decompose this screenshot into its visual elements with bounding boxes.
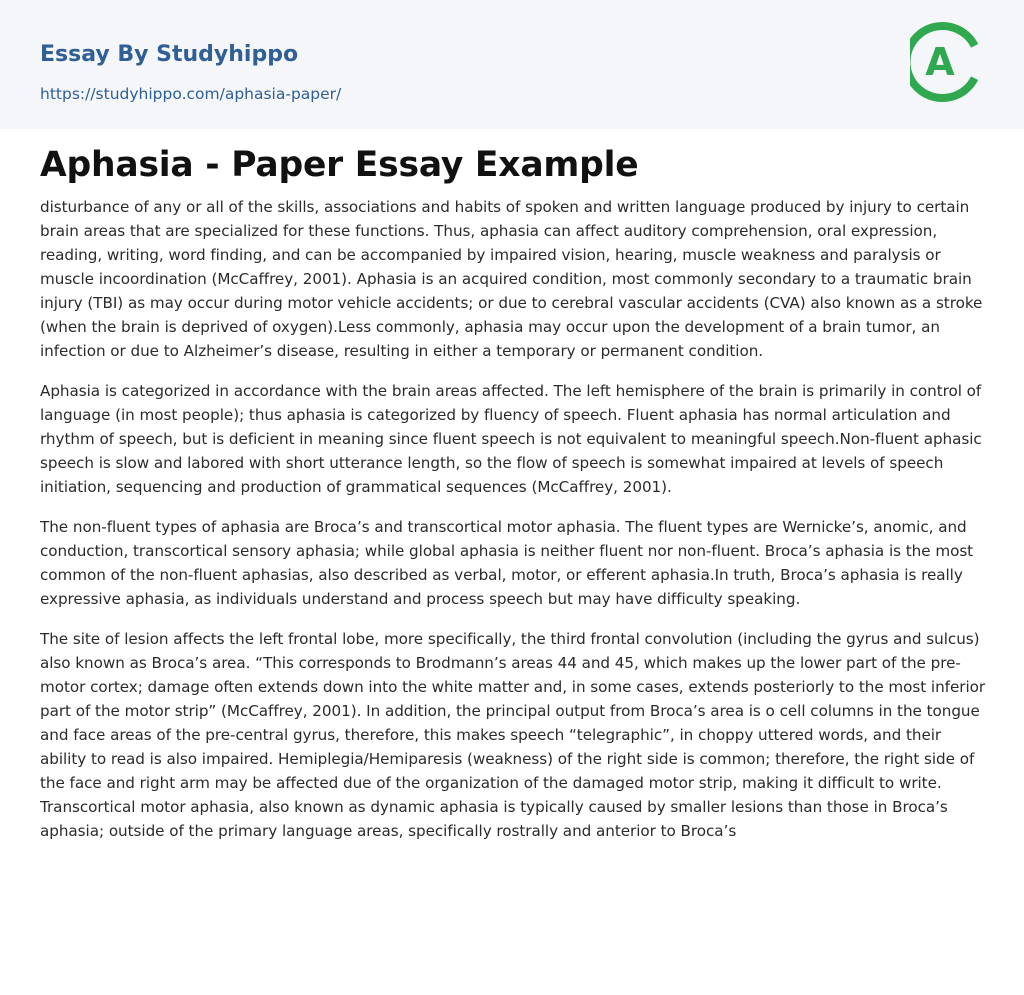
site-header (0, 0, 1024, 129)
essay-paragraph: Aphasia is categorized in accordance with the brain areas affected. The left hemisphere of the brain is primarily in control of language (in most people); thus aphasia is categorized by fluency of speech. Fluent aphasia has normal articulation and rhythm of speech, but is deficient in meaning since fluent speech is not equivalent to meaningful speech.Non-fluent aphasic speech is slow and labored with short utterance length, so the flow of speech is somewhat impaired at levels of speech initiation, sequencing and production of grammatical sequences (McCaffrey, 2001). (40, 382, 982, 496)
essay-paragraph: The non-fluent types of aphasia are Broca’s and transcortical motor aphasia. The fluent types are Wernicke’s, anomic, and conduction, transcortical sensory aphasia; while global aphasia is neither fluent nor non-fluent. Broca’s aphasia is the most common of the non-fluent aphasias, also described as verbal, motor, or efferent aphasia.In truth, Broca’s aphasia is really expressive aphasia, as individuals understand and process speech but may have difficulty speaking. (40, 518, 974, 608)
essay-paragraph: disturbance of any or all of the skills, associations and habits of spoken and written language produced by injury to certain brain areas that are specialized for these functions. Thus, aphasia can affect auditory comprehension, oral expression, reading, writing, word finding, and can be accompanied by impaired vision, hearing, muscle weakness and paralysis or muscle incoordination (McCaffrey, 2001). Aphasia is an acquired condition, most commonly secondary to a traumatic brain injury (TBI) as may occur during motor vehicle accidents; or due to cerebral vascular accidents (CVA) also known as a stroke (when the brain is deprived of oxygen).Less commonly, aphasia may occur upon the development of a brain tumor, an infection or due to Alzheimer’s disease, resulting in either a temporary or permanent condition. (40, 198, 983, 360)
page-url-link[interactable]: https://studyhippo.com/aphasia-paper/ (40, 85, 342, 103)
essay-paragraph: The site of lesion affects the left frontal lobe, more specifically, the third frontal convolution (including the gyrus and sulcus) also known as Broca’s area. “This corresponds to Brodmann’s areas 44 and 45, which makes up the lower part of the pre-motor cortex; damage often extends down into the white matter and, in some cases, extends posteriorly to the most inferior part of the motor strip” (McCaffrey, 2001). In addition, the principal output from Broca’s area is o cell columns in the tongue and face areas of the pre-central gyrus, therefore, this makes speech “telegraphic”, in choppy uttered words, and their ability to read is also impaired. Hemiplegia/Hemiparesis (weakness) of the right side is common; therefore, the right side of the face and right arm may be affected due of the organization of the damaged motor strip, making it difficult to write. Transcortical motor aphasia, also known as dynamic aphasia is typically caused by smaller lesions than those in Broca’s aphasia; outside of the primary language areas, specifically rostrally and anterior to Broca’s (40, 630, 986, 840)
essay-body (40, 195, 988, 859)
site-brand[interactable]: Essay By Studyhippo (40, 42, 299, 67)
logo-letter: A (925, 40, 955, 84)
studyhippo-logo-icon[interactable] (910, 18, 988, 106)
page-title: Aphasia - Paper Essay Example (40, 145, 639, 185)
